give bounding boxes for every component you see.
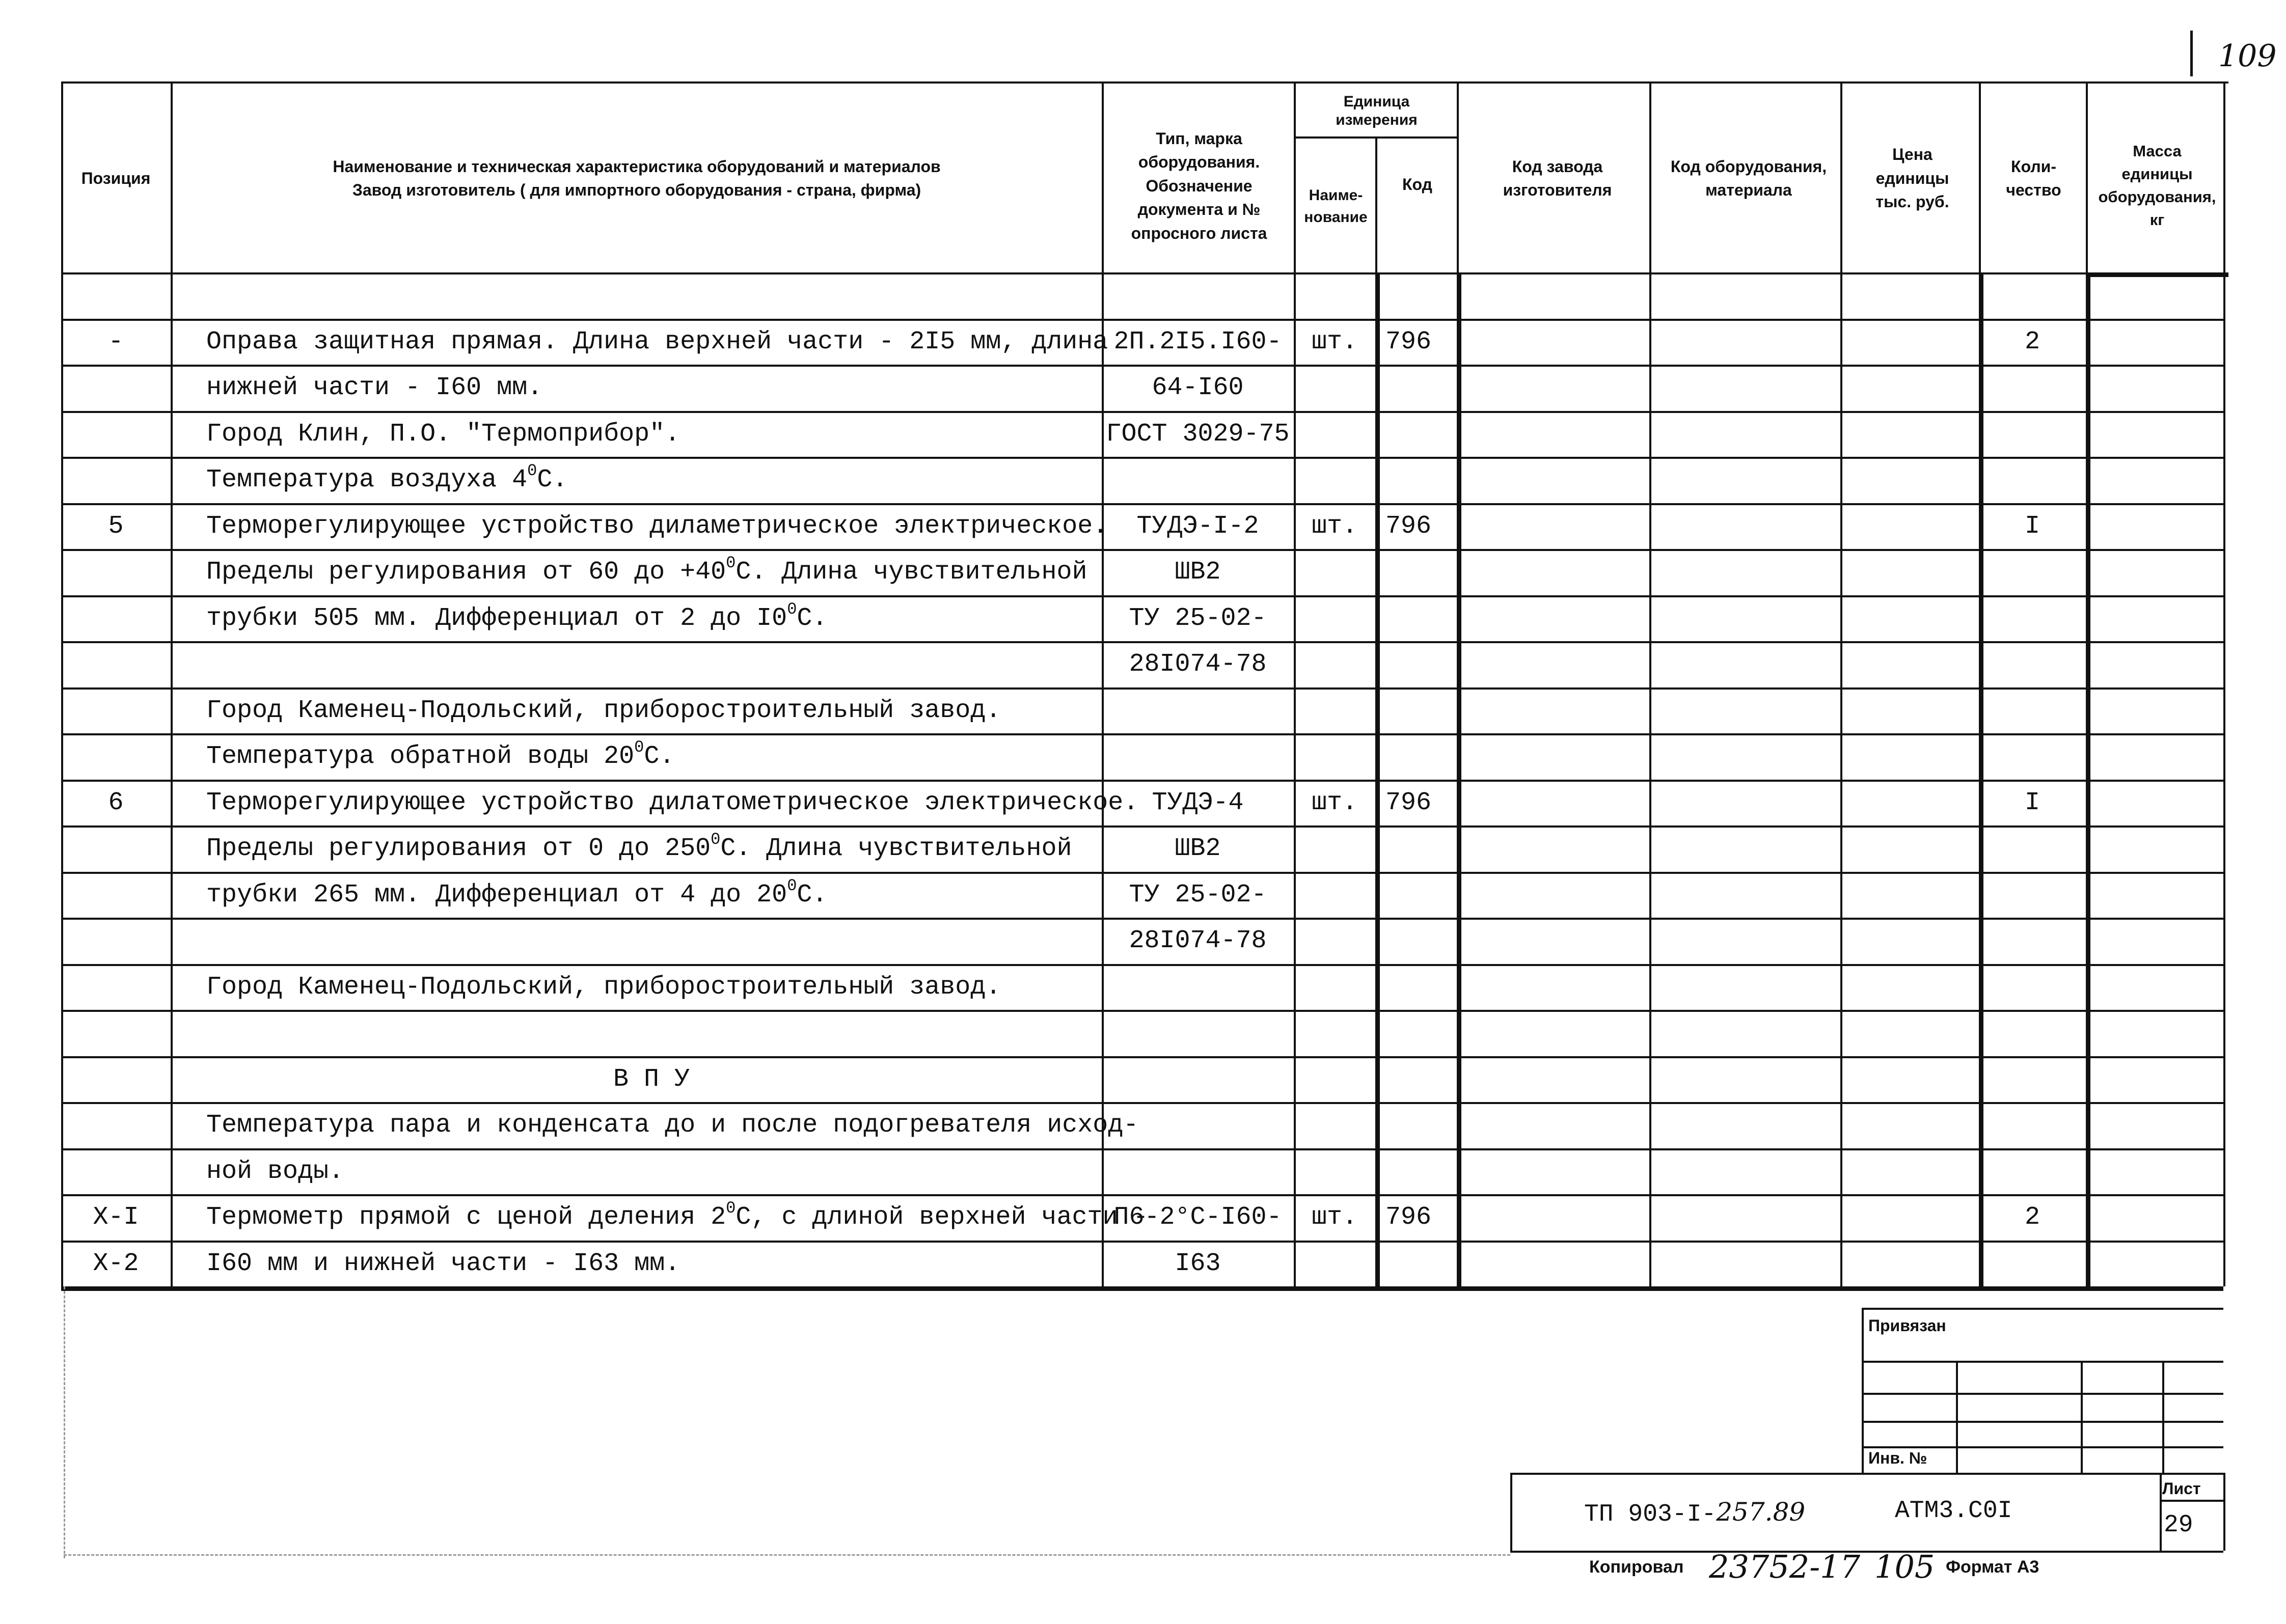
cell-name	[206, 459, 1097, 501]
cell-name-tail: С.	[797, 880, 828, 910]
row-rule	[61, 1286, 2223, 1291]
cell-type	[1107, 1012, 1289, 1054]
cell-code	[1385, 1104, 1452, 1146]
cell-position	[61, 459, 171, 501]
table-top-border	[61, 81, 2228, 84]
column-rule	[1840, 81, 1842, 1286]
stamp-rule	[1862, 1446, 2223, 1448]
right-border	[2223, 81, 2225, 1286]
degree-superscript: 0	[711, 830, 721, 849]
footer-copy-num: 105	[1874, 1548, 1935, 1585]
cell-name	[206, 874, 1097, 916]
cell-quantity	[1979, 1058, 2086, 1100]
cell-quantity	[1979, 1243, 2086, 1285]
cell-name-text: трубки 265 мм. Дифференциал от 4 до 20	[206, 880, 787, 910]
stamp-rule	[1862, 1421, 2223, 1423]
cell-quantity	[1979, 920, 2086, 962]
header-equipment-code: Код оборудования, материала	[1670, 157, 1827, 199]
cell-code	[1385, 1243, 1452, 1285]
cell-type: ТУДЭ-I-2	[1136, 511, 1259, 541]
cell-name: Город Каменец-Подольский, приборостроительный завод.	[206, 696, 1001, 725]
cell-name: Терморегулирующее устройство дилатометрическое электрическое.	[206, 788, 1139, 817]
cell-position	[61, 413, 171, 455]
header-name: Наименование и техническая характеристика оборудований и материалов Завод изготовитель ( для импортного оборудования - страна, фирма)	[333, 157, 941, 199]
cell-quantity	[1979, 413, 2086, 455]
cell-name-text: Пределы регулирования от 60 до +40	[206, 557, 726, 587]
cell-type	[1107, 966, 1289, 1008]
header-position: Позиция	[81, 169, 151, 187]
stamp-rule	[2160, 1551, 2223, 1553]
cell-unit	[1294, 459, 1375, 501]
cell-position	[61, 828, 171, 870]
cell-name: Город Каменец-Подольский, приборостроительный завод.	[206, 972, 1001, 1002]
cell-unit	[1294, 1058, 1375, 1100]
cell-quantity	[1979, 1150, 2086, 1193]
column-rule	[1457, 81, 1459, 272]
cell-unit	[1294, 413, 1375, 455]
cell-type	[1107, 735, 1289, 778]
cell-position: -	[108, 327, 124, 356]
cell-name-text: Температура обратной воды 20	[206, 741, 635, 771]
cell-position	[61, 735, 171, 778]
header-unit-code: Код	[1402, 175, 1432, 194]
cell-code	[1385, 1058, 1452, 1100]
cell-quantity	[1979, 643, 2086, 685]
cell-quantity	[1979, 828, 2086, 870]
cell-quantity	[1979, 367, 2086, 409]
margin-line	[64, 1286, 65, 1558]
column-rule	[1102, 81, 1104, 1286]
cell-name	[206, 274, 1097, 317]
column-rule	[2086, 81, 2088, 272]
header-mass: Масса единицы оборудования, кг	[2098, 142, 2216, 229]
cell-code	[1385, 874, 1452, 916]
stamp-rule	[1956, 1361, 1958, 1473]
cell-position	[61, 551, 171, 593]
cell-unit	[1294, 920, 1375, 962]
stamp-doc-number-text: ТП 903-I-	[1584, 1501, 1717, 1528]
stamp-rule	[1510, 1473, 1512, 1551]
cell-code: 796	[1385, 1202, 1432, 1232]
header-unit-name: Наиме- нование	[1304, 186, 1368, 226]
cell-code	[1385, 459, 1452, 501]
degree-superscript: 0	[634, 737, 644, 757]
cell-type: ТУ 25-02-	[1129, 603, 1267, 633]
cell-position	[61, 643, 171, 685]
stamp-attached: Привязан	[1868, 1316, 1946, 1335]
cell-code	[1385, 1012, 1452, 1054]
cell-unit	[1294, 597, 1375, 640]
cell-type: ТУДЭ-4	[1152, 788, 1244, 817]
cell-quantity: 2	[2024, 1202, 2040, 1232]
stamp-rule	[1510, 1473, 2223, 1475]
cell-type: 2П.2I5.I60-	[1113, 327, 1282, 356]
cell-quantity: I	[2024, 788, 2040, 817]
cell-name-tail: С.	[644, 741, 675, 771]
footer-format: Формат А3	[1946, 1557, 2039, 1577]
column-rule	[171, 81, 173, 1286]
header-price: Цена единицы тыс. руб.	[1875, 145, 1949, 211]
cell-type	[1107, 1150, 1289, 1193]
cell-quantity	[1979, 735, 2086, 778]
cell-name	[206, 1012, 1097, 1054]
cell-quantity	[1979, 1012, 2086, 1054]
cell-name	[206, 920, 1097, 962]
cell-type: I63	[1175, 1249, 1221, 1278]
cell-name	[206, 735, 1097, 778]
header-factory-code: Код завода изготовителя	[1503, 157, 1612, 199]
cell-position	[61, 597, 171, 640]
cell-position: 6	[108, 788, 124, 817]
cell-unit	[1294, 735, 1375, 778]
cell-name-text: Температура воздуха 4	[206, 465, 528, 494]
cell-name	[206, 1196, 1149, 1238]
cell-code	[1385, 551, 1452, 593]
cell-name-text: трубки 505 мм. Дифференциал от 2 до I0	[206, 603, 787, 633]
cell-type: П6-2°С-I60-	[1113, 1202, 1282, 1232]
stamp-rule	[2160, 1473, 2162, 1551]
degree-superscript: 0	[726, 553, 736, 572]
cell-type: 64-I60	[1152, 373, 1244, 402]
cell-name	[206, 551, 1097, 593]
cell-position: 5	[108, 511, 124, 541]
cell-quantity	[1979, 551, 2086, 593]
cell-code	[1385, 690, 1452, 732]
cell-unit	[1294, 828, 1375, 870]
mass-block-top	[2086, 272, 2228, 277]
stamp-inv: Инв. №	[1868, 1449, 1927, 1467]
cell-position	[61, 1104, 171, 1146]
cell-type	[1107, 690, 1289, 732]
cell-type	[1107, 274, 1289, 317]
column-rule	[1649, 81, 1651, 1286]
cell-name: I60 мм и нижней части - I63 мм.	[206, 1249, 681, 1278]
cell-position	[61, 1012, 171, 1054]
stamp-rule	[1862, 1308, 2223, 1310]
cell-name-text: Пределы регулирования от 0 до 250	[206, 834, 711, 863]
stamp-sheet-number: 29	[2164, 1511, 2193, 1539]
cell-code	[1385, 367, 1452, 409]
stamp-sheet-label: Лист	[2162, 1479, 2201, 1498]
stamp-rule	[1862, 1361, 2223, 1363]
cell-name: В П У	[613, 1064, 690, 1094]
stamp-rule	[2081, 1361, 2083, 1473]
stamp-rule	[1510, 1551, 2160, 1553]
cell-quantity	[1979, 966, 2086, 1008]
cell-name: Терморегулирующее устройство диламетрическое электрическое.	[206, 511, 1108, 541]
footer-copy-hand: 23752-17	[1709, 1548, 1861, 1585]
cell-code	[1385, 274, 1452, 317]
header-quantity: Коли- чество	[2006, 157, 2061, 199]
cell-type: ГОСТ 3029-75	[1106, 419, 1290, 449]
stamp-doc-code: АТМ3.С0I	[1895, 1497, 2012, 1525]
cell-name-tail: С.	[797, 603, 828, 633]
cell-code	[1385, 920, 1452, 962]
cell-position	[61, 1150, 171, 1193]
degree-superscript: 0	[527, 461, 537, 480]
cell-position	[61, 274, 171, 317]
cell-code	[1385, 413, 1452, 455]
cell-unit	[1294, 1012, 1375, 1054]
cell-name-tail: С.	[537, 465, 568, 494]
stamp-rule	[2160, 1500, 2223, 1502]
sheet-mark: 109	[2218, 38, 2277, 74]
cell-code	[1385, 735, 1452, 778]
cell-unit: шт.	[1311, 511, 1357, 541]
cell-quantity	[1979, 874, 2086, 916]
cell-code	[1385, 1150, 1452, 1193]
cell-unit	[1294, 1243, 1375, 1285]
cell-type: 28I074-78	[1129, 649, 1267, 679]
cell-unit: шт.	[1311, 788, 1357, 817]
degree-superscript: 0	[726, 1198, 736, 1218]
cell-position	[61, 690, 171, 732]
cell-quantity: I	[2024, 511, 2040, 541]
column-rule	[1979, 81, 1981, 272]
cell-unit	[1294, 643, 1375, 685]
cell-name	[206, 828, 1097, 870]
cell-unit	[1294, 874, 1375, 916]
cell-quantity	[1979, 1104, 2086, 1146]
margin-line	[64, 1554, 1510, 1556]
cell-unit	[1294, 367, 1375, 409]
cell-code: 796	[1385, 511, 1432, 541]
cell-name-tail: С. Длина чувствительной	[736, 557, 1087, 587]
cell-position	[61, 367, 171, 409]
cell-position	[61, 874, 171, 916]
cell-code: 796	[1385, 327, 1432, 356]
cell-position	[61, 966, 171, 1008]
cell-code	[1385, 966, 1452, 1008]
cell-name: нижней части - I60 мм.	[206, 373, 543, 402]
cell-unit	[1294, 1150, 1375, 1193]
cell-unit	[1294, 690, 1375, 732]
cell-code: 796	[1385, 788, 1432, 817]
cell-code	[1385, 828, 1452, 870]
cell-type	[1107, 1104, 1289, 1146]
cell-type	[1107, 1058, 1289, 1100]
cell-unit	[1294, 551, 1375, 593]
cell-name-tail: С. Длина чувствительной	[720, 834, 1072, 863]
cell-quantity: 2	[2024, 327, 2040, 356]
cell-code	[1385, 643, 1452, 685]
cell-name: ной воды.	[206, 1157, 344, 1186]
degree-superscript: 0	[787, 599, 797, 619]
cell-name: Оправа защитная прямая. Длина верхней части - 2I5 мм, длина	[206, 327, 1108, 356]
stamp-doc-number	[1584, 1497, 1805, 1528]
column-rule	[1375, 136, 1377, 272]
cell-unit	[1294, 966, 1375, 1008]
cell-name	[206, 597, 1097, 640]
header-unit-group: Единица измерения	[1336, 93, 1418, 128]
cell-type: ШВ2	[1175, 557, 1221, 587]
cell-name: Город Клин, П.О. "Термоприбор".	[206, 419, 681, 449]
sheet-mark-bar	[2190, 31, 2193, 76]
cell-unit	[1294, 274, 1375, 317]
footer-copied: Копировал	[1589, 1557, 1684, 1577]
degree-superscript: 0	[787, 876, 797, 895]
cell-name	[206, 643, 1097, 685]
stamp-rule	[2162, 1361, 2164, 1473]
cell-name: Температура пара и конденсата до и после подогревателя исход-	[206, 1110, 1139, 1140]
cell-name-tail: С, с длиной верхней части -	[736, 1202, 1149, 1232]
cell-type: ТУ 25-02-	[1129, 880, 1267, 910]
cell-unit: шт.	[1311, 327, 1357, 356]
cell-position: Х-2	[93, 1249, 139, 1278]
cell-type: ШВ2	[1175, 834, 1221, 863]
stamp-rule	[1862, 1393, 2223, 1395]
cell-quantity	[1979, 274, 2086, 317]
stamp-doc-number-hand: 257.89	[1716, 1497, 1806, 1527]
cell-quantity	[1979, 690, 2086, 732]
stamp-rule	[2223, 1473, 2225, 1551]
cell-type: 28I074-78	[1129, 926, 1267, 955]
header-type: Тип, марка оборудования. Обозначение документа и № опросного листа	[1131, 129, 1267, 242]
cell-unit: шт.	[1311, 1202, 1357, 1232]
cell-position	[61, 920, 171, 962]
cell-position: Х-I	[93, 1202, 139, 1232]
cell-quantity	[1979, 597, 2086, 640]
cell-code	[1385, 597, 1452, 640]
cell-quantity	[1979, 459, 2086, 501]
cell-type	[1107, 459, 1289, 501]
cell-unit	[1294, 1104, 1375, 1146]
cell-position	[61, 1058, 171, 1100]
cell-name-text: Термометр прямой с ценой деления 2	[206, 1202, 726, 1232]
